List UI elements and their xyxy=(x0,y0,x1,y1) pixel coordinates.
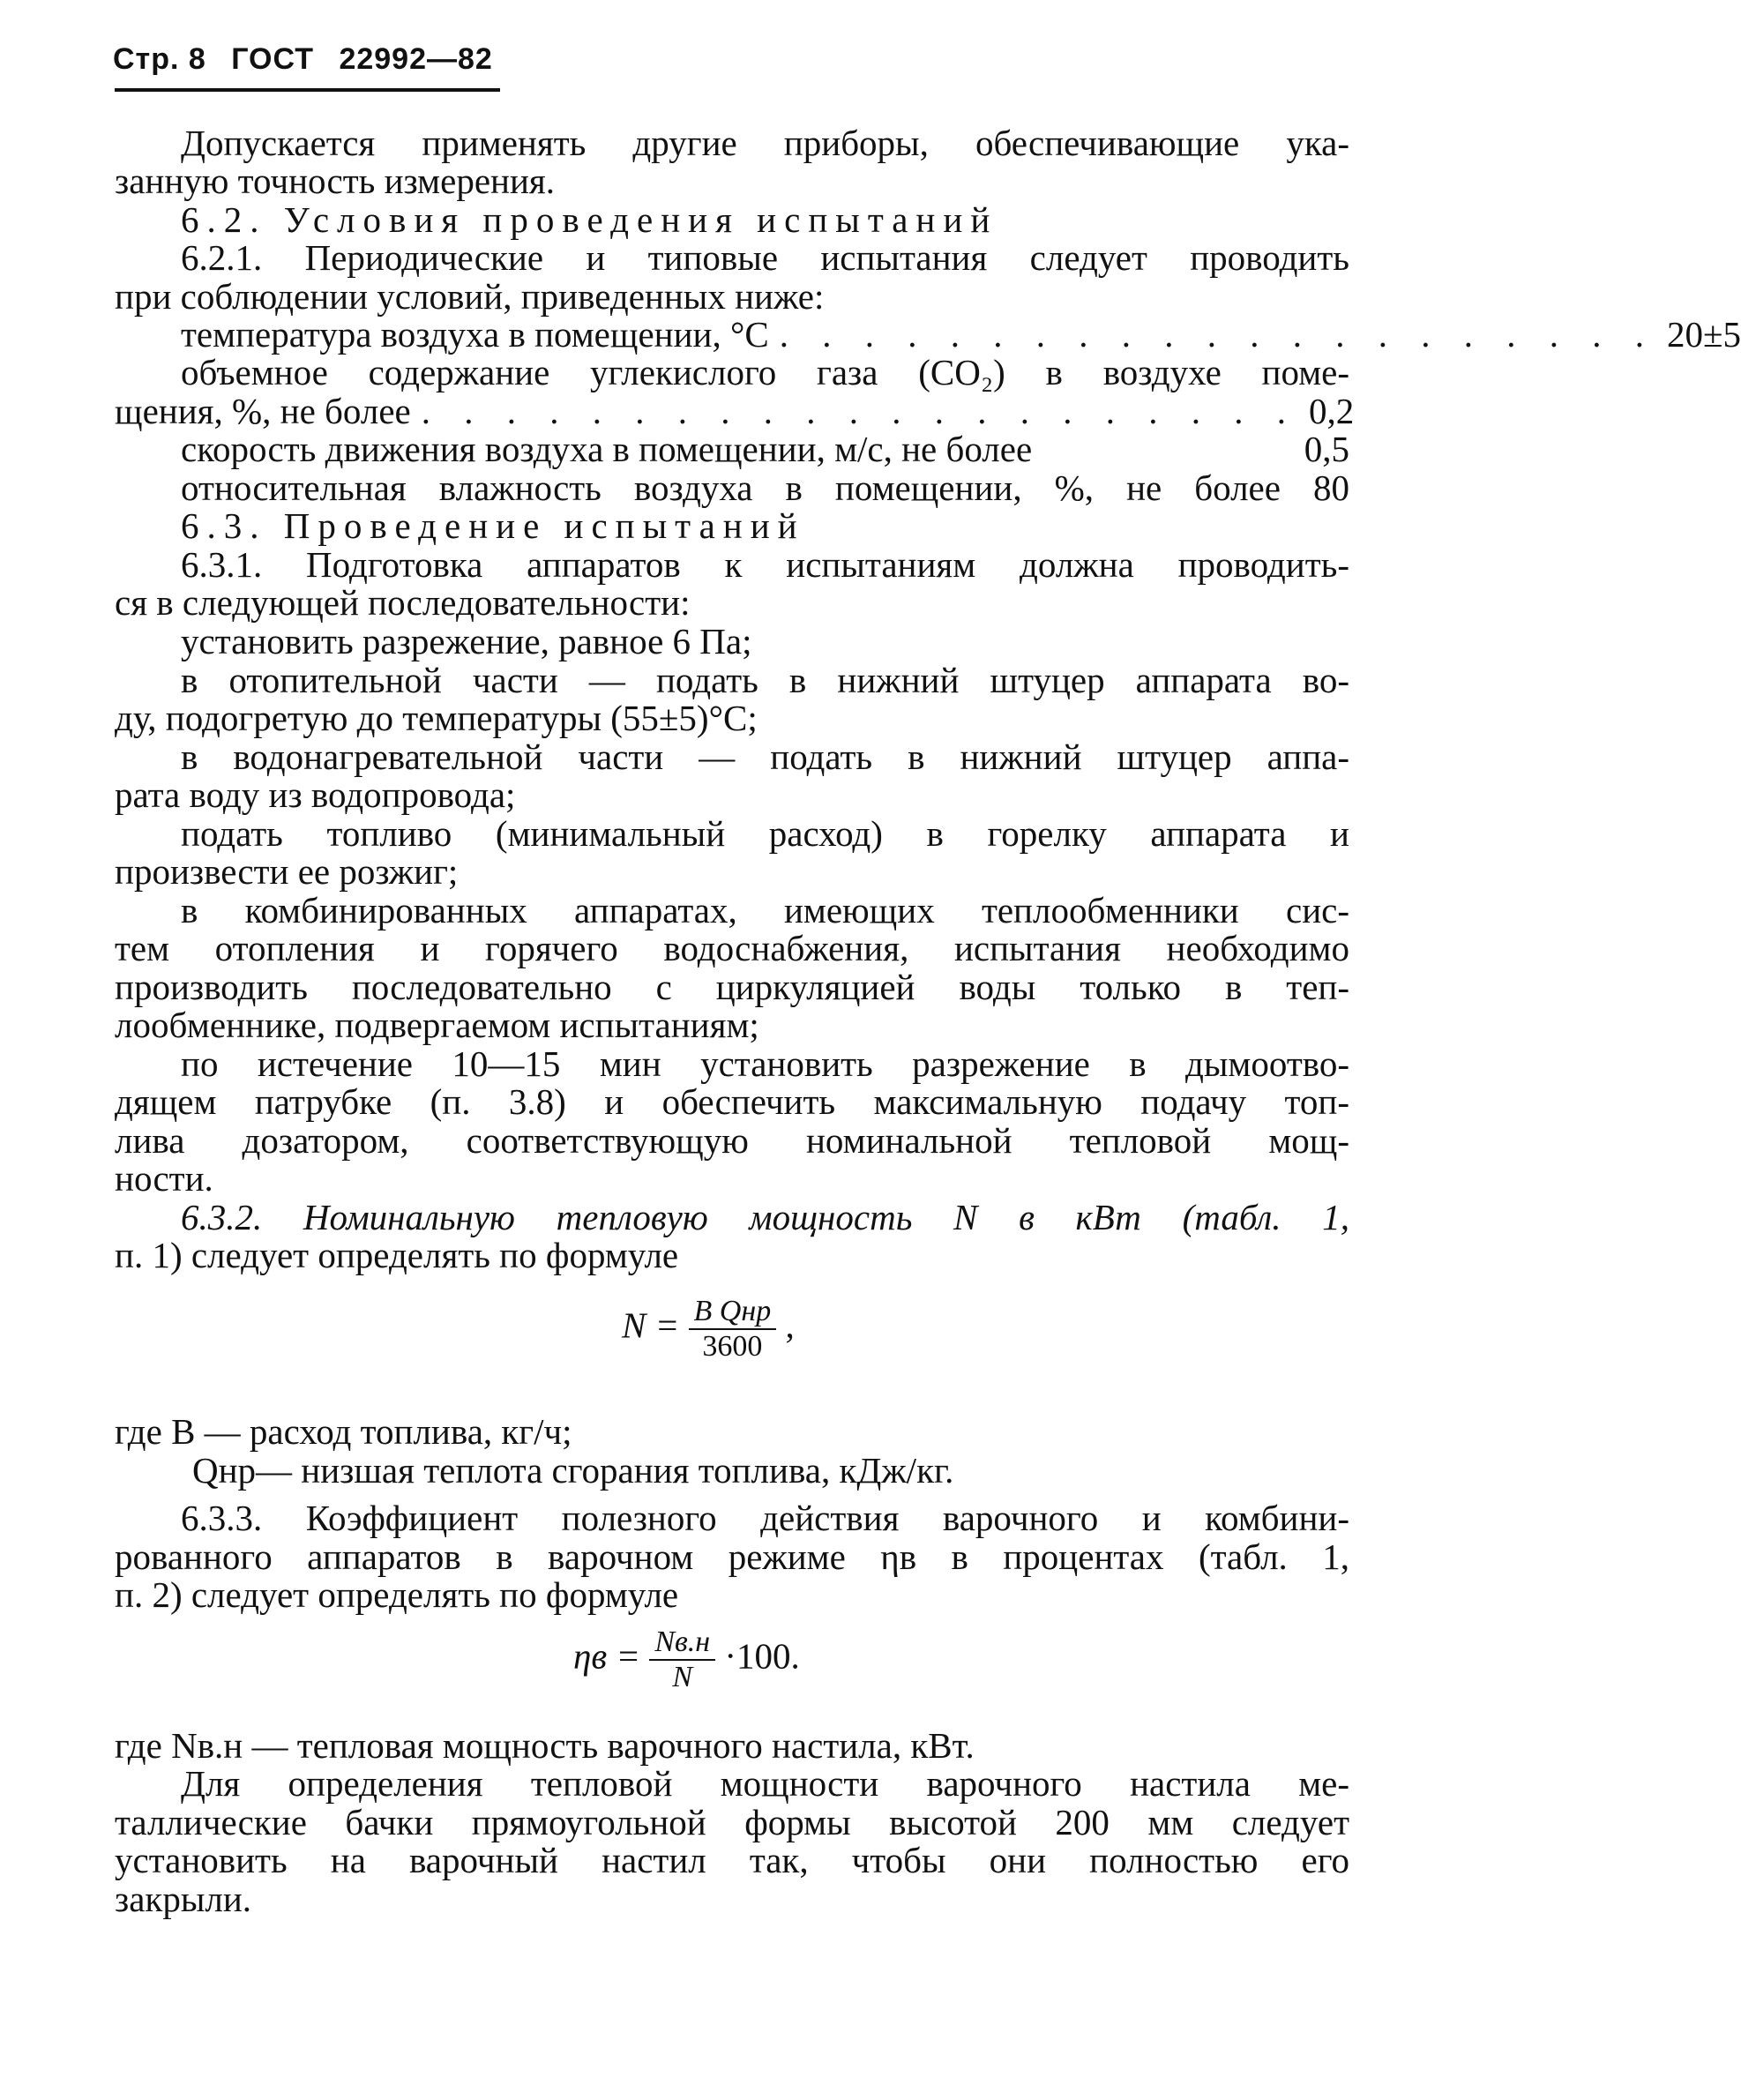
formula-fraction xyxy=(649,1625,715,1694)
text-line: в водонагревательной части — подать в нижний штуцер аппа- xyxy=(181,736,1349,777)
text-line: относительная влажность воздуха в помещении, %, не более 80 xyxy=(181,467,1349,508)
text-line: 6.3.3. Коэффициент полезного действия варочного и комбини- xyxy=(181,1498,1349,1538)
condition-row xyxy=(115,391,1355,431)
q-symbol: Qнр xyxy=(192,1450,257,1491)
text-line: произвести ее розжиг; xyxy=(115,851,459,892)
text-line: 6.3.2. Номинальную тепловую мощность N в кВт (табл. 1, xyxy=(181,1197,1349,1237)
text-line: п. 1) следует определять по формуле xyxy=(115,1235,679,1275)
section-heading: 6.3. Проведение испытаний xyxy=(181,505,805,546)
text-line: таллические бачки прямоугольной формы высотой 200 мм следует xyxy=(115,1802,1349,1842)
text-line: в комбинированных аппаратах, имеющих теплообменники сис- xyxy=(181,890,1349,930)
text-line: лообменнике, подвергаемом испытаниям; xyxy=(115,1005,759,1045)
condition-label: температура воздуха в помещении, °С xyxy=(181,314,769,355)
gost-label: ГОСТ xyxy=(231,42,314,76)
text-line: — низшая теплота сгорания топлива, кДж/кг. xyxy=(256,1450,954,1491)
condition-row xyxy=(181,314,1741,355)
condition-value: 0,5 xyxy=(1304,429,1349,469)
formula-power xyxy=(622,1295,795,1364)
condition-value: 20±5 xyxy=(1666,314,1741,355)
formula-fraction xyxy=(689,1295,777,1364)
text-line: где B — расход топлива, кг/ч; xyxy=(115,1411,572,1452)
formula-numerator: B Qнр xyxy=(689,1295,777,1330)
text-line: ности. xyxy=(115,1158,213,1199)
dot-leader: . . . . . . . . . . . . . . . . . . . . . xyxy=(779,314,1656,355)
text-line: объемное содержание углекислого газа (СО₂) в воздухе поме- xyxy=(181,352,1349,392)
page-header xyxy=(113,42,509,77)
text-line: производить последовательно с циркуляцией воды только в теп- xyxy=(115,967,1349,1007)
text-line: 6.2.1. Периодические и типовые испытания следует проводить xyxy=(181,237,1349,278)
text-line: рованного аппаратов в варочном режиме ηв в процентах (табл. 1, xyxy=(115,1536,1349,1577)
text-line: рата воду из водопровода; xyxy=(115,774,516,815)
text-line: Допускается применять другие приборы, обеспечивающие ука- xyxy=(181,123,1349,163)
gost-number: 22992—82 xyxy=(339,42,493,76)
header-rule xyxy=(115,88,500,92)
text-line: ду, подогретую до температуры (55±5)°С; xyxy=(115,698,758,738)
text-line: Для определения тепловой мощности варочного настила ме- xyxy=(181,1763,1349,1804)
formula-efficiency xyxy=(573,1625,800,1694)
text-line: установить разрежение, равное 6 Па; xyxy=(181,621,752,661)
text-line: по истечение 10—15 мин установить разрежение в дымоотво- xyxy=(181,1043,1349,1084)
text-line: установить на варочный настил так, чтобы они полностью его xyxy=(115,1840,1349,1880)
text-line: при соблюдении условий, приведенных ниже: xyxy=(115,276,825,317)
text-line: лива дозатором, соответствующую номинальной тепловой мощ- xyxy=(115,1120,1349,1161)
formula-denominator: N xyxy=(672,1661,693,1693)
text-line: дящем патрубке (п. 3.8) и обеспечить максимальную подачу топ- xyxy=(115,1081,1349,1122)
condition-row xyxy=(181,430,1349,468)
text-line: где Nв.н — тепловая мощность варочного настила, кВт. xyxy=(115,1725,975,1766)
formula-tail: , xyxy=(785,1304,795,1346)
text-line: занную точность измерения. xyxy=(115,161,556,201)
condition-label: скорость движения воздуха в помещении, м/с, не более xyxy=(181,429,1033,469)
condition-value: 0,2 xyxy=(1308,391,1355,431)
condition-label: щения, %, не более xyxy=(115,391,411,431)
text-line: 6.3.1. Подготовка аппаратов к испытаниям должна проводить- xyxy=(181,544,1349,585)
formula-denominator: 3600 xyxy=(702,1330,763,1363)
formula-lhs: N = xyxy=(622,1304,680,1346)
page-number: Стр. 8 xyxy=(113,42,206,76)
text-line: тем отопления и горячего водоснабжения, испытания необходимо xyxy=(115,928,1349,968)
formula-numerator: Nв.н xyxy=(649,1625,715,1661)
text-line: закрыли. xyxy=(115,1879,252,1919)
formula-lhs: ηв = xyxy=(573,1635,641,1677)
text-line: подать топливо (минимальный расход) в горелку аппарата и xyxy=(181,813,1349,854)
dot-leader: . . . . . . . . . . . . . . . . . . . . . xyxy=(421,391,1298,431)
text-line: в отопительной части — подать в нижний штуцер аппарата во- xyxy=(181,660,1349,700)
text-line: ся в следующей последовательности: xyxy=(115,582,691,623)
formula-tail: ·100. xyxy=(724,1635,800,1677)
text-line: п. 2) следует определять по формуле xyxy=(115,1574,679,1615)
section-heading: 6.2. Условия проведения испытаний xyxy=(181,199,998,240)
